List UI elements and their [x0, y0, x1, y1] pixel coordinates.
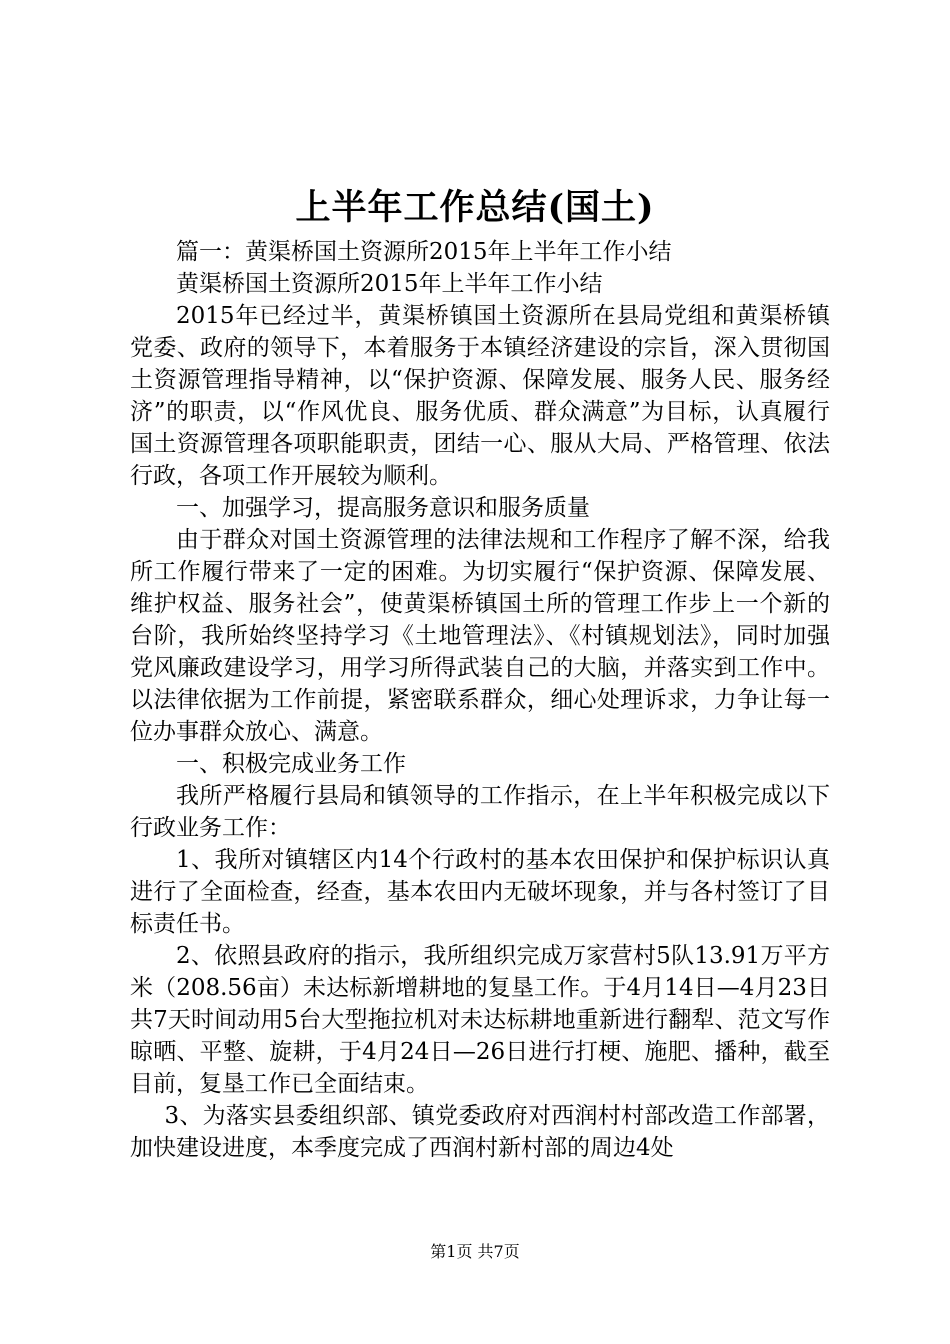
paragraph: 由于群众对国土资源管理的法律法规和工作程序了解不深，给我所工作履行带来了一定的困难。为切实履行“保护资源、保障发展、维护权益、服务社会”，使黄渠桥镇国土所的管理工作步上一个新的台阶，我所始终坚持学习《土地管理法》、《村镇规划法》，同时加强党风廉政建设学习，用学习所得武装自己的大脑，并落实到工作中。以法律依据为工作前提，紧密联系群众，细心处理诉求，力争让每一位办事群众放心、满意。 — [130, 527, 830, 745]
document-body — [130, 236, 830, 1164]
document-title: 上半年工作总结(国土) — [295, 187, 655, 228]
paragraph: 2015年已经过半，黄渠桥镇国土资源所在县局党组和黄渠桥镇党委、政府的领导下，本着服务于本镇经济建设的宗旨，深入贯彻国土资源管理指导精神，以“保护资源、保障发展、服务人民、服务经济”的职责，以“作风优良、服务优质、群众满意”为目标，认真履行国土资源管理各项职能职责，团结一心、服从大局、严格管理、依法行政，各项工作开展较为顺利。 — [130, 303, 830, 489]
section-heading: 一、加强学习，提高服务意识和服务质量 — [176, 495, 590, 521]
paragraph: 篇一：黄渠桥国土资源所2015年上半年工作小结 — [176, 239, 672, 265]
list-item: 3、为落实县委组织部、镇党委政府对西润村村部改造工作部署，加快建设进度，本季度完成了西润村新村部的周边4处 — [130, 1103, 830, 1161]
list-item: 1、我所对镇辖区内14个行政村的基本农田保护和保护标识认真进行了全面检查，经查，基本农田内无破坏现象，并与各村签订了目标责任书。 — [130, 847, 830, 937]
paragraph: 黄渠桥国土资源所2015年上半年工作小结 — [176, 271, 603, 297]
page-number: 第1页 共7页 — [430, 1242, 520, 1261]
paragraph: 我所严格履行县局和镇领导的工作指示，在上半年积极完成以下行政业务工作： — [130, 783, 830, 841]
list-item: 2、依照县政府的指示，我所组织完成万家营村5队13.91万平方米（208.56亩）未达标新增耕地的复垦工作。于4月14日—4月23日共7天时间动用5台大型拖拉机对未达标耕地重新进行翻犁、范文写作晾晒、平整、旋耕，于4月24日—26日进行打梗、施肥、播种，截至目前，复垦工作已全面结束。 — [130, 943, 830, 1097]
section-heading: 一、积极完成业务工作 — [176, 751, 406, 777]
